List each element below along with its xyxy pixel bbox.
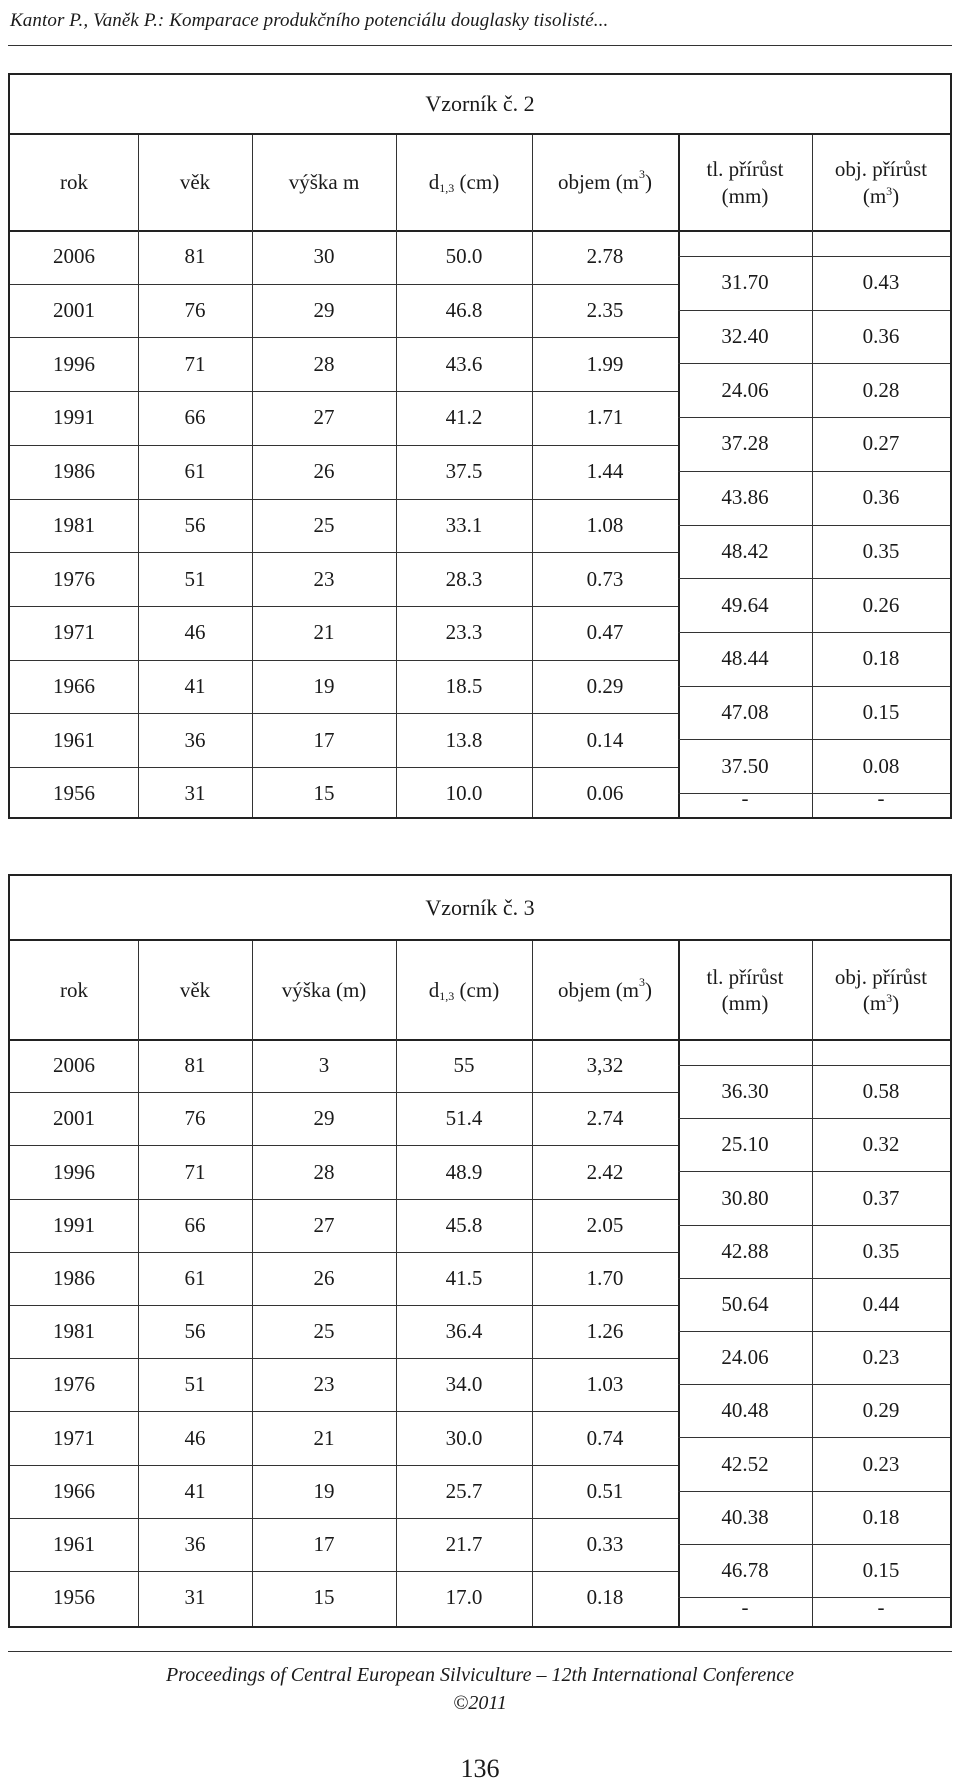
row-divider (10, 284, 678, 285)
col-header-rok: rok (60, 977, 88, 1002)
cell-vek: 81 (184, 244, 206, 269)
obj-prirust-label: obj. přírůst (834, 964, 928, 989)
cell-vek: 56 (184, 1319, 206, 1344)
cell-vek: 41 (184, 673, 206, 698)
cell-tl-prirust: 46.78 (721, 1557, 769, 1582)
increment-divider (678, 632, 950, 633)
cell-obj-prirust: - (877, 785, 885, 810)
cell-vek: 46 (184, 1425, 206, 1450)
cell-tl-prirust: 49.64 (721, 592, 769, 617)
cell-tl-prirust: 24.06 (721, 1345, 769, 1370)
cell-objem: 1.08 (586, 512, 624, 537)
cell-rok: 1956 (53, 781, 95, 806)
cell-vek: 61 (184, 459, 206, 484)
row-divider (10, 1571, 678, 1572)
cell-objem: 3,32 (586, 1053, 624, 1078)
cell-obj-prirust: 0.35 (862, 538, 900, 563)
tl-prirust-label: tl. přírůst (706, 964, 784, 989)
increment-divider (678, 1437, 950, 1438)
col-header-vyska: výška m (288, 170, 360, 195)
cell-vyska: 23 (313, 566, 335, 591)
col-header-objem (532, 941, 678, 1039)
cell-objem: 0.06 (586, 781, 624, 806)
cell-diameter: 45.8 (445, 1212, 483, 1237)
cell-vek: 66 (184, 405, 206, 430)
cell-rok: 2006 (53, 1053, 95, 1078)
cell-objem: 1.71 (586, 405, 624, 430)
cell-rok: 1986 (53, 1265, 95, 1290)
increment-divider (678, 471, 950, 472)
cell-objem: 0.29 (586, 673, 624, 698)
cell-rok: 1981 (53, 512, 95, 537)
cell-objem: 0.47 (586, 620, 624, 645)
row-divider (10, 713, 678, 714)
table-title: Vzorník č. 3 (10, 876, 950, 941)
cell-rok: 1966 (53, 673, 95, 698)
header-rule (8, 45, 952, 46)
obj-prirust-label: obj. přírůst (834, 157, 928, 182)
objem-label: objem (m (557, 977, 640, 1002)
tl-prirust-unit: (mm) (721, 183, 769, 208)
cell-vek: 51 (184, 1372, 206, 1397)
cell-obj-prirust: 0.28 (862, 377, 900, 402)
table-vzornik-3 (8, 874, 952, 1628)
col-header-vek: věk (179, 170, 211, 195)
cell-vyska: 28 (313, 1159, 335, 1184)
cell-vyska: 30 (313, 244, 335, 269)
col-header-diameter (396, 135, 532, 230)
cell-objem: 0.73 (586, 566, 624, 591)
cell-rok: 2001 (53, 1106, 95, 1131)
cell-rok: 2006 (53, 244, 95, 269)
tl-prirust-unit: (mm) (721, 991, 769, 1015)
cell-rok: 1971 (53, 620, 95, 645)
increment-divider (678, 1118, 950, 1119)
cell-rok: 1956 (53, 1585, 95, 1610)
col-header-vyska: výška (m) (281, 977, 367, 1002)
tl-prirust-label: tl. přírůst (706, 157, 784, 182)
cell-obj-prirust: 0.18 (862, 646, 900, 671)
row-divider (10, 1199, 678, 1200)
cell-tl-prirust: 25.10 (721, 1132, 769, 1157)
header-divider (10, 1039, 950, 1041)
cell-diameter: 46.8 (445, 298, 483, 323)
cell-vyska: 25 (313, 512, 335, 537)
cell-objem: 2.05 (586, 1212, 624, 1237)
increment-divider (678, 310, 950, 311)
cell-rok: 1986 (53, 459, 95, 484)
running-head: Kantor P., Vaněk P.: Komparace produkčního potenciálu douglasky tisolisté... (10, 10, 609, 31)
header-divider (10, 230, 950, 232)
diameter-unit: (cm) (459, 170, 500, 195)
cell-diameter: 13.8 (445, 727, 483, 752)
row-divider (10, 499, 678, 500)
cell-tl-prirust: 24.06 (721, 377, 769, 402)
cell-vyska: 21 (313, 1425, 335, 1450)
col-header-obj-prirust (812, 941, 950, 1039)
row-divider (10, 1252, 678, 1253)
increment-divider (678, 363, 950, 364)
cell-vek: 36 (184, 727, 206, 752)
increment-divider (678, 417, 950, 418)
row-divider (10, 1145, 678, 1146)
cell-rok: 1996 (53, 1159, 95, 1184)
cell-objem: 1.99 (586, 351, 624, 376)
cell-diameter: 10.0 (445, 781, 483, 806)
cell-objem: 2.78 (586, 244, 624, 269)
cell-diameter: 41.5 (445, 1265, 483, 1290)
cell-vyska: 15 (313, 781, 335, 806)
cell-objem: 2.74 (586, 1106, 624, 1131)
diameter-symbol: d (428, 170, 440, 195)
cell-diameter: 51.4 (445, 1106, 483, 1131)
cell-vek: 51 (184, 566, 206, 591)
cell-diameter: 48.9 (445, 1159, 483, 1184)
cell-objem: 0.33 (586, 1531, 624, 1556)
increment-divider (678, 1331, 950, 1332)
cell-rok: 2001 (53, 298, 95, 323)
cell-tl-prirust: 48.44 (721, 646, 769, 671)
col-header-vek: věk (179, 977, 211, 1002)
cell-obj-prirust: 0.15 (862, 1557, 900, 1582)
cell-rok: 1976 (53, 1372, 95, 1397)
cell-tl-prirust: - (741, 1594, 749, 1619)
footer-conference: Proceedings of Central European Silviculture – 12th International Conference (165, 1664, 795, 1686)
row-divider (10, 1358, 678, 1359)
cell-obj-prirust: 0.18 (862, 1504, 900, 1529)
cell-tl-prirust: 37.50 (721, 753, 769, 778)
cell-vek: 76 (184, 298, 206, 323)
cell-diameter: 21.7 (445, 1531, 483, 1556)
obj-prirust-unit: $(m^3)$ (862, 991, 900, 1015)
cell-tl-prirust: 42.52 (721, 1451, 769, 1476)
cell-vyska: 27 (313, 405, 335, 430)
row-divider (10, 391, 678, 392)
cell-obj-prirust: 0.08 (862, 753, 900, 778)
col-header-tl-prirust (678, 941, 812, 1039)
objem-superscript: 3 (639, 974, 646, 989)
cell-diameter: 50.0 (445, 244, 483, 269)
cell-tl-prirust: 48.42 (721, 538, 769, 563)
cell-diameter: 55 (453, 1053, 475, 1078)
cell-diameter: 23.3 (445, 620, 483, 645)
cell-objem: 0.14 (586, 727, 624, 752)
diameter-symbol: d (428, 977, 440, 1002)
cell-vek: 31 (184, 781, 206, 806)
cell-rok: 1996 (53, 351, 95, 376)
row-divider (10, 337, 678, 338)
cell-tl-prirust: 40.48 (721, 1398, 769, 1423)
cell-vyska: 15 (313, 1585, 335, 1610)
objem-superscript: 3 (639, 167, 646, 181)
cell-obj-prirust: - (877, 1594, 885, 1619)
row-divider (10, 660, 678, 661)
cell-obj-prirust: 0.37 (862, 1185, 900, 1210)
cell-rok: 1971 (53, 1425, 95, 1450)
row-divider (10, 1518, 678, 1519)
cell-objem: 2.42 (586, 1159, 624, 1184)
row-divider (10, 552, 678, 553)
cell-rok: 1961 (53, 1531, 95, 1556)
cell-objem: 0.74 (586, 1425, 624, 1450)
cell-diameter: 18.5 (445, 673, 483, 698)
cell-diameter: 25.7 (445, 1478, 483, 1503)
cell-vek: 71 (184, 1159, 206, 1184)
row-divider (10, 1305, 678, 1306)
col-header-rok: rok (60, 170, 88, 195)
cell-vyska: 17 (313, 727, 335, 752)
cell-vek: 66 (184, 1212, 206, 1237)
cell-vyska: 28 (313, 351, 335, 376)
cell-vyska: 29 (313, 298, 335, 323)
page-number: 136 (460, 1754, 500, 1783)
increment-divider (678, 578, 950, 579)
cell-obj-prirust: 0.15 (862, 699, 900, 724)
increment-divider (678, 1278, 950, 1279)
cell-tl-prirust: 37.28 (721, 431, 769, 456)
cell-tl-prirust: 30.80 (721, 1185, 769, 1210)
diameter-unit: (cm) (459, 977, 500, 1002)
increment-divider (678, 1171, 950, 1172)
cell-obj-prirust: 0.26 (862, 592, 900, 617)
objem-close: ) (645, 977, 653, 1002)
cell-vyska: 19 (313, 1478, 335, 1503)
cell-obj-prirust: 0.36 (862, 324, 900, 349)
cell-vek: 46 (184, 620, 206, 645)
cell-rok: 1966 (53, 1478, 95, 1503)
cell-diameter: 36.4 (445, 1319, 483, 1344)
row-divider (10, 1465, 678, 1466)
cell-tl-prirust: 47.08 (721, 699, 769, 724)
cell-obj-prirust: 0.32 (862, 1132, 900, 1157)
cell-diameter: 34.0 (445, 1372, 483, 1397)
cell-obj-prirust: 0.43 (862, 270, 900, 295)
cell-vyska: 27 (313, 1212, 335, 1237)
cell-vek: 61 (184, 1265, 206, 1290)
cell-obj-prirust: 0.27 (862, 431, 900, 456)
cell-objem: 1.44 (586, 459, 624, 484)
cell-diameter: 28.3 (445, 566, 483, 591)
row-divider (10, 1092, 678, 1093)
row-divider (10, 767, 678, 768)
cell-obj-prirust: 0.23 (862, 1345, 900, 1370)
cell-tl-prirust: 42.88 (721, 1238, 769, 1263)
cell-objem: 1.03 (586, 1372, 624, 1397)
obj-prirust-unit: $(m^3)$ (862, 183, 900, 208)
cell-vyska: 21 (313, 620, 335, 645)
cell-vek: 31 (184, 1585, 206, 1610)
cell-tl-prirust: 43.86 (721, 485, 769, 510)
cell-obj-prirust: 0.58 (862, 1079, 900, 1104)
increment-divider (678, 739, 950, 740)
cell-vyska: 23 (313, 1372, 335, 1397)
cell-vek: 36 (184, 1531, 206, 1556)
cell-diameter: 43.6 (445, 351, 483, 376)
diameter-subscript: 1,3 (439, 181, 455, 195)
col-header-obj-prirust (812, 135, 950, 230)
row-divider (10, 1411, 678, 1412)
col-header-tl-prirust (678, 135, 812, 230)
cell-diameter: 33.1 (445, 512, 483, 537)
row-divider (10, 606, 678, 607)
increment-divider (678, 686, 950, 687)
cell-vyska: 19 (313, 673, 335, 698)
footer-rule (8, 1651, 952, 1652)
increment-divider (678, 1065, 950, 1066)
cell-tl-prirust: 50.64 (721, 1291, 769, 1316)
cell-objem: 0.18 (586, 1585, 624, 1610)
cell-vyska: 3 (318, 1053, 330, 1078)
footer-copyright: ©2011 (453, 1692, 507, 1714)
cell-vek: 71 (184, 351, 206, 376)
cell-vek: 76 (184, 1106, 206, 1131)
cell-objem: 1.70 (586, 1265, 624, 1290)
cell-obj-prirust: 0.36 (862, 485, 900, 510)
cell-diameter: 30.0 (445, 1425, 483, 1450)
cell-diameter: 17.0 (445, 1585, 483, 1610)
cell-obj-prirust: 0.35 (862, 1238, 900, 1263)
cell-obj-prirust: 0.29 (862, 1398, 900, 1423)
cell-rok: 1991 (53, 405, 95, 430)
table-title: Vzorník č. 2 (10, 75, 950, 135)
cell-vyska: 17 (313, 1531, 335, 1556)
cell-vyska: 25 (313, 1319, 335, 1344)
cell-tl-prirust: 40.38 (721, 1504, 769, 1529)
increment-divider (678, 1384, 950, 1385)
cell-rok: 1991 (53, 1212, 95, 1237)
objem-label: objem (m (557, 170, 640, 195)
increment-divider (678, 256, 950, 257)
cell-vek: 81 (184, 1053, 206, 1078)
cell-tl-prirust: 36.30 (721, 1079, 769, 1104)
cell-obj-prirust: 0.23 (862, 1451, 900, 1476)
cell-objem: 1.26 (586, 1319, 624, 1344)
cell-vek: 41 (184, 1478, 206, 1503)
cell-rok: 1976 (53, 566, 95, 591)
cell-tl-prirust: 32.40 (721, 324, 769, 349)
objem-close: ) (645, 170, 653, 195)
cell-objem: 2.35 (586, 298, 624, 323)
cell-vyska: 29 (313, 1106, 335, 1131)
row-divider (10, 445, 678, 446)
diameter-subscript: 1,3 (439, 988, 455, 1003)
cell-tl-prirust: - (741, 785, 749, 810)
cell-diameter: 41.2 (445, 405, 483, 430)
cell-vek: 56 (184, 512, 206, 537)
increment-divider (678, 1491, 950, 1492)
cell-rok: 1981 (53, 1319, 95, 1344)
increment-divider (678, 525, 950, 526)
cell-vyska: 26 (313, 459, 335, 484)
cell-vyska: 26 (313, 1265, 335, 1290)
col-header-objem (532, 135, 678, 230)
table-vzornik-2 (8, 73, 952, 819)
cell-rok: 1961 (53, 727, 95, 752)
cell-obj-prirust: 0.44 (862, 1291, 900, 1316)
cell-objem: 0.51 (586, 1478, 624, 1503)
col-header-diameter (396, 941, 532, 1039)
increment-divider (678, 1544, 950, 1545)
increment-divider (678, 1225, 950, 1226)
cell-tl-prirust: 31.70 (721, 270, 769, 295)
cell-diameter: 37.5 (445, 459, 483, 484)
